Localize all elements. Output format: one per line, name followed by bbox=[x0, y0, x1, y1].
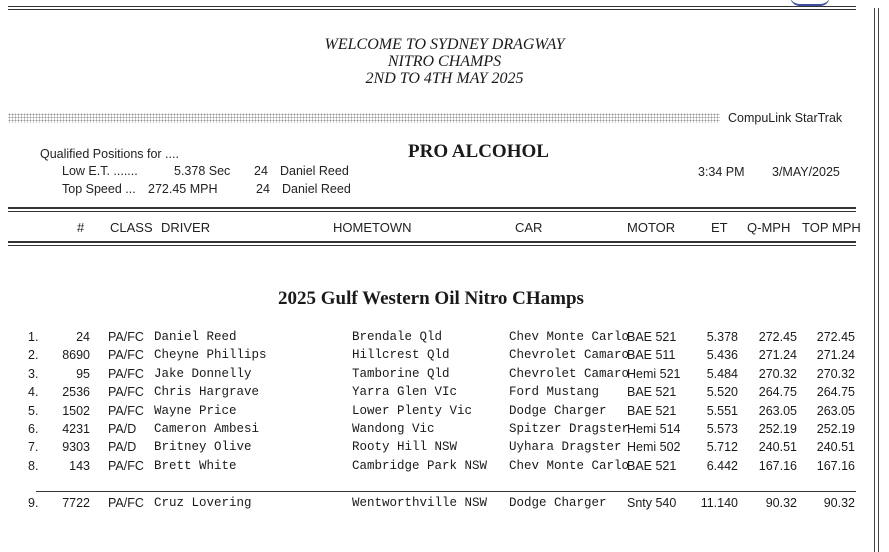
class: PA/FC bbox=[108, 403, 144, 418]
et: 5.712 bbox=[706, 440, 738, 455]
motor: BAE 511 bbox=[627, 348, 676, 363]
car: Dodge Charger bbox=[509, 496, 607, 510]
pos: 2. bbox=[28, 348, 39, 363]
hometown: Wentworthville NSW bbox=[352, 496, 488, 510]
car-number: 95 bbox=[76, 366, 90, 381]
header-rule-bottom-inner bbox=[8, 245, 856, 246]
welcome-line-3: 2ND TO 4TH MAY 2025 bbox=[365, 70, 524, 87]
q-mph: 167.16 bbox=[758, 458, 797, 473]
col-car: CAR bbox=[515, 220, 543, 235]
et: 5.520 bbox=[706, 385, 738, 400]
report-date: 3/MAY/2025 bbox=[772, 165, 840, 179]
table-row bbox=[0, 459, 889, 477]
col-qmph: Q-MPH bbox=[747, 220, 791, 235]
class: PA/FC bbox=[108, 385, 144, 400]
car-number: 8690 bbox=[62, 348, 90, 363]
low-et-number: 24 bbox=[254, 164, 268, 178]
driver: Wayne Price bbox=[154, 403, 237, 418]
car-number: 24 bbox=[76, 330, 90, 344]
car-number: 143 bbox=[69, 458, 90, 473]
top-mph: 90.32 bbox=[823, 496, 855, 510]
top-speed-label: Top Speed ... bbox=[62, 182, 136, 196]
driver: Britney Olive bbox=[154, 440, 252, 455]
q-mph: 252.19 bbox=[758, 422, 797, 436]
hometown: Yarra Glen VIc bbox=[352, 385, 458, 400]
system-name: CompuLink StarTrak bbox=[728, 111, 843, 125]
table-row bbox=[0, 440, 889, 458]
driver: Cheyne Phillips bbox=[154, 348, 267, 363]
et: 5.484 bbox=[706, 366, 738, 381]
et: 5.436 bbox=[706, 348, 738, 363]
motor: Hemi 502 bbox=[627, 440, 681, 455]
motor: Snty 540 bbox=[627, 496, 677, 510]
top-mph: 167.16 bbox=[816, 458, 855, 473]
col-topmph: TOP MPH bbox=[802, 220, 861, 235]
non-qualifier-row bbox=[0, 496, 889, 514]
table-row bbox=[0, 330, 889, 348]
motor: Hemi 514 bbox=[627, 422, 681, 436]
pos: 9. bbox=[28, 496, 39, 510]
motor: BAE 521 bbox=[627, 385, 677, 400]
hometown: Tamborine Qld bbox=[352, 366, 450, 381]
car: Spitzer Dragster bbox=[509, 422, 630, 436]
col-et: ET bbox=[711, 220, 728, 235]
motor: Hemi 521 bbox=[627, 366, 681, 381]
et: 6.442 bbox=[706, 458, 738, 473]
driver: Brett White bbox=[154, 458, 237, 473]
top-mph: 270.32 bbox=[816, 366, 855, 381]
low-et-driver: Daniel Reed bbox=[280, 164, 349, 178]
top-border-inner bbox=[8, 9, 856, 10]
pos: 1. bbox=[28, 330, 39, 344]
qualified-label: Qualified Positions for .... bbox=[40, 147, 179, 161]
top-mph: 271.24 bbox=[816, 348, 855, 363]
et: 5.378 bbox=[706, 330, 738, 344]
welcome-line-1: WELCOME TO SYDNEY DRAGWAY bbox=[324, 36, 565, 53]
class: PA/FC bbox=[108, 348, 144, 363]
et: 5.551 bbox=[706, 403, 738, 418]
class: PA/D bbox=[108, 440, 137, 455]
table-row bbox=[0, 404, 889, 422]
col-hometown: HOMETOWN bbox=[333, 220, 412, 235]
top-speed-value: 272.45 MPH bbox=[148, 182, 218, 196]
top-mph: 272.45 bbox=[816, 330, 855, 344]
top-mph: 263.05 bbox=[816, 403, 855, 418]
report-time: 3:34 PM bbox=[698, 165, 745, 179]
car: Dodge Charger bbox=[509, 403, 607, 418]
car: Ford Mustang bbox=[509, 385, 600, 400]
q-mph: 264.75 bbox=[758, 385, 797, 400]
col-num: # bbox=[77, 220, 85, 235]
col-driver: DRIVER bbox=[161, 220, 211, 235]
hometown: Brendale Qld bbox=[352, 330, 443, 344]
driver: Cruz Lovering bbox=[154, 496, 252, 510]
class: PA/FC bbox=[108, 496, 144, 510]
et: 5.573 bbox=[706, 422, 738, 436]
q-mph: 90.32 bbox=[765, 496, 797, 510]
car: Uyhara Dragster bbox=[509, 440, 622, 455]
q-mph: 272.45 bbox=[758, 330, 797, 344]
q-mph: 240.51 bbox=[758, 440, 797, 455]
car: Chevrolet Camaro bbox=[509, 348, 630, 363]
pos: 5. bbox=[28, 403, 39, 418]
table-row bbox=[0, 385, 889, 403]
pos: 6. bbox=[28, 422, 39, 436]
table-row bbox=[0, 367, 889, 385]
hometown: Wandong Vic bbox=[352, 422, 435, 436]
class: PA/FC bbox=[108, 330, 144, 344]
table-row bbox=[0, 348, 889, 366]
hometown: Lower Plenty Vic bbox=[352, 403, 473, 418]
pos: 8. bbox=[28, 458, 39, 473]
class-title: PRO ALCOHOL bbox=[408, 141, 549, 162]
pos: 4. bbox=[28, 385, 39, 400]
cutoff-rule bbox=[36, 491, 856, 492]
car: Chev Monte Carlo bbox=[509, 458, 630, 473]
car-number: 9303 bbox=[62, 440, 90, 455]
car: Chev Monte Carlo bbox=[509, 330, 630, 344]
motor: BAE 521 bbox=[627, 403, 677, 418]
driver: Daniel Reed bbox=[154, 330, 237, 344]
hometown: Hillcrest Qld bbox=[352, 348, 450, 363]
car-number: 1502 bbox=[62, 403, 90, 418]
class: PA/FC bbox=[108, 458, 144, 473]
hometown: Cambridge Park NSW bbox=[352, 458, 488, 473]
q-mph: 263.05 bbox=[758, 403, 797, 418]
car-number: 7722 bbox=[62, 496, 90, 510]
class: PA/FC bbox=[108, 366, 144, 381]
pos: 3. bbox=[28, 366, 39, 381]
low-et-value: 5.378 Sec bbox=[174, 164, 231, 178]
table-row bbox=[0, 422, 889, 440]
q-mph: 271.24 bbox=[758, 348, 797, 363]
driver: Cameron Ambesi bbox=[154, 422, 260, 436]
col-motor: MOTOR bbox=[627, 220, 676, 235]
pos: 7. bbox=[28, 440, 39, 455]
car-number: 4231 bbox=[62, 422, 90, 436]
header-rule-top-inner bbox=[8, 211, 856, 212]
col-class: CLASS bbox=[110, 220, 153, 235]
class: PA/D bbox=[108, 422, 137, 436]
driver: Jake Donnelly bbox=[154, 366, 252, 381]
top-mph: 240.51 bbox=[816, 440, 855, 455]
header-rule-bottom bbox=[8, 241, 856, 243]
top-speed-number: 24 bbox=[256, 182, 270, 196]
top-mph: 252.19 bbox=[816, 422, 855, 436]
car: Chevrolet Camaro bbox=[509, 366, 630, 381]
car-number: 2536 bbox=[62, 385, 90, 400]
q-mph: 270.32 bbox=[758, 366, 797, 381]
event-title: 2025 Gulf Western Oil Nitro CHamps bbox=[278, 288, 584, 309]
motor: BAE 521 bbox=[627, 330, 677, 344]
welcome-line-2: NITRO CHAMPS bbox=[387, 53, 502, 70]
header-rule-top bbox=[8, 207, 856, 209]
dotted-separator bbox=[8, 113, 720, 123]
top-speed-driver: Daniel Reed bbox=[282, 182, 351, 196]
low-et-label: Low E.T. ....... bbox=[62, 164, 138, 178]
driver: Chris Hargrave bbox=[154, 385, 260, 400]
top-mph: 264.75 bbox=[816, 385, 855, 400]
hometown: Rooty Hill NSW bbox=[352, 440, 458, 455]
et: 11.140 bbox=[700, 496, 738, 510]
top-border bbox=[8, 6, 856, 7]
motor: BAE 521 bbox=[627, 458, 677, 473]
